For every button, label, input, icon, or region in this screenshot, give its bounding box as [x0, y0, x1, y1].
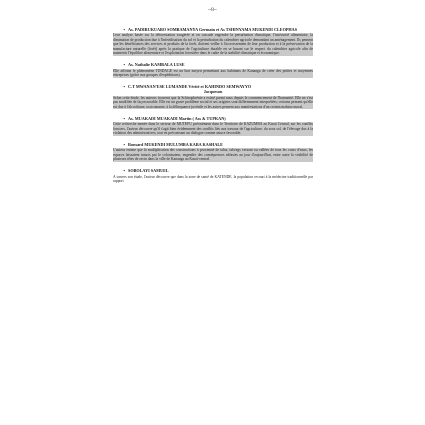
abstract-text: Selon cette étude, les auteurs trouvent que la Schizophrénie a existé parmi nous depuis le commencement de l'humanité. Elle ne s'est pas modifiée de façon notable. Elle est un grave problème social et ses origines sont différemment interprétées; certains pensent qu'elle est due à l'alcoolisme, toxicomanie, à la délinquance juvénile et les autres pensent aux manifestations d'un certain malaise moral.	[113, 95, 313, 109]
abstract-entry	[113, 62, 313, 77]
author-names: As. Nathalie KAMBALA LUSE	[128, 62, 185, 68]
abstract-text: L'auteur estime que la multiplication des constructions à proximité de talus, talwegs versant ou vallées de tous les cours d'eaux, les espaces laissaient intacts par le colonisateur, engendre des conséquences néfastes au jour d'aujourd'hui, entre autre la visibilité de plusieurs têtes de ravin dans la ville de Kananga au Kasaï-central.	[113, 148, 313, 162]
bullet-icon: •	[123, 115, 125, 121]
abstract-entry	[113, 116, 313, 136]
author-line	[113, 62, 313, 67]
author-names: As. PADIRUKUABO SOMBAMANYA Germain et As TSHINYAMA MUKENDI CLEOPHAS	[128, 27, 298, 32]
author-line	[113, 142, 313, 147]
bullet-icon: •	[123, 62, 125, 68]
author-line	[113, 27, 313, 32]
author-names: SOBOLAYI SAMUEL	[128, 168, 169, 174]
page-number: ~8~	[208, 7, 217, 13]
abstract-text: A travers son étude, l'auteur découvre que dans la zone de santé de KATENDE, la population recourt à la médecine traditionnelle par rapport	[113, 174, 313, 184]
author-names: As. MUAKADI MUAKADI Martin ( Ass & TUPKAN)	[128, 115, 226, 121]
abstract-entry	[113, 168, 313, 183]
author-line	[113, 168, 313, 173]
bullet-icon: •	[123, 142, 125, 148]
author-names: C.T MWANAN'ESE LUMANDE Vérité et KAHINDO SEMWAYYO	[128, 84, 252, 90]
abstract-entry	[113, 27, 313, 56]
abstract-entry	[113, 84, 313, 109]
bullet-icon: •	[123, 168, 125, 174]
author-line	[113, 116, 313, 121]
abstract-text: Elle affirme le phénomène TINDAGE est un bon moyen permettant aux habitants de Kananga de créer des petites et moyennes entreprises (grâce aux groupes d'expéditions).	[113, 68, 313, 78]
author-names: Ronsard MUKENDI MULUMBA KABA KASHALE	[128, 142, 223, 148]
abstracts-list	[113, 27, 313, 190]
abstract-text: Cette recherche menée dans le secteur de MUTEFU précisément dans le Territoire de KAZUMBA au Kasaï Central, sur les conflits fonciers, l'auteur découvre qu'il s'agit bien évidemment des conflits liés aux travaux de l'agriculture, du sous sol, de l'élevage dus à la violation des administratives, tout en préconisant un dialogue comme astuce favorable.	[113, 121, 313, 136]
abstract-text: Leur analyse basée sur la déforestation exagérée et en cascade engendre la perturbation climatique, l'insécurité alimentaire, la diminution de production due à l'infertilisation du sol et la perturbation du calendrier agricole demandant un aménagement. Ils pensent que les bénéficiaires des services et produits de la forêt, doivent veiller à l'accroissement de leur production et à la préservation de la manufacture naturelle (forêt) après la pratique de l'agriculture durable en se basant sur le respect du calendrier agricole afin de maintenir l'équilibre alimentaire et l'exploitation forestière dans le cadre de la stabilité climatique et économique.	[113, 33, 313, 56]
author-line-continued: Jacqueson	[203, 89, 223, 95]
bullet-icon: •	[123, 27, 125, 32]
bullet-icon: •	[123, 84, 125, 90]
abstract-entry	[113, 142, 313, 162]
